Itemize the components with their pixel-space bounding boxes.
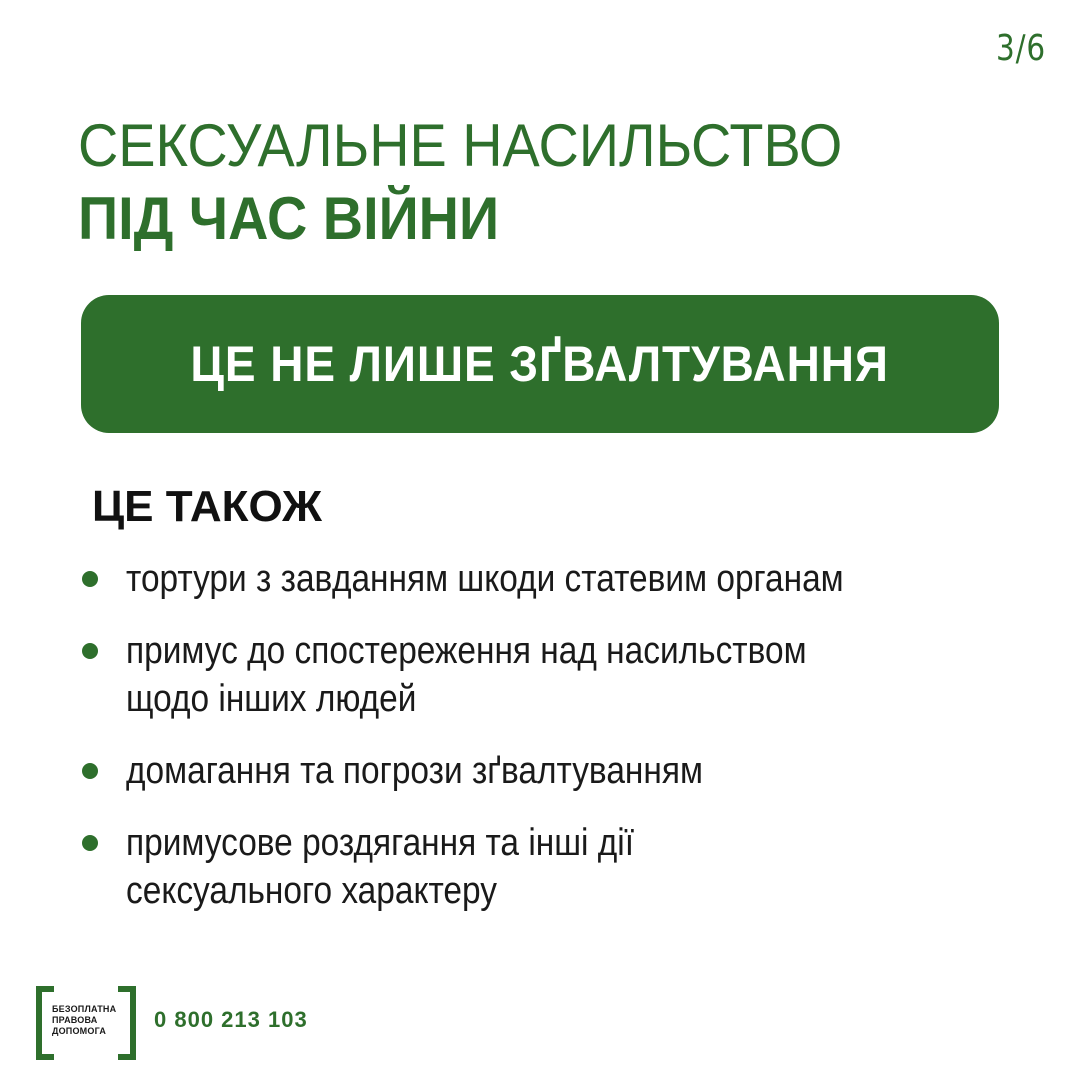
title-block xyxy=(78,110,1040,256)
logo-bracket-right-icon xyxy=(118,986,136,1060)
page-counter: 3/6 xyxy=(996,28,1046,69)
subheading: ЦЕ ТАКОЖ xyxy=(92,482,322,531)
footer xyxy=(36,985,308,1055)
bullet-dot-icon xyxy=(82,643,98,659)
list-item xyxy=(80,555,1040,603)
highlight-banner xyxy=(81,295,999,433)
list-item-text: примусове роздягання та інші дії сексуального характеру xyxy=(126,822,635,912)
hotline-phone-number: 0 800 213 103 xyxy=(154,1007,308,1032)
logo-text-line-2: ПРАВОВА xyxy=(52,1015,98,1025)
title-line-2: ПІД ЧАС ВІЙНИ xyxy=(78,185,500,252)
list-item xyxy=(80,819,1040,915)
bullet-list xyxy=(80,555,1040,939)
logo-text-line-3: ДОПОМОГА xyxy=(52,1026,107,1036)
logo-text-line-1: БЕЗОПЛАТНА xyxy=(52,1004,117,1014)
list-item xyxy=(80,747,1040,795)
bullet-dot-icon xyxy=(82,763,98,779)
bullet-dot-icon xyxy=(82,835,98,851)
logo-text xyxy=(52,1004,116,1037)
banner-text: ЦЕ НЕ ЛИШЕ ЗҐВАЛТУВАННЯ xyxy=(190,336,890,392)
list-item-text: тортури з завданням шкоди статевим органам xyxy=(126,558,844,600)
list-item-text: домагання та погрози зґвалтуванням xyxy=(126,750,703,792)
bullet-dot-icon xyxy=(82,571,98,587)
list-item xyxy=(80,627,1040,723)
list-item-text: примус до спостереження над насильством щодо інших людей xyxy=(126,630,807,720)
free-legal-aid-logo xyxy=(36,986,136,1054)
title-line-1: СЕКСУАЛЬНЕ НАСИЛЬСТВО xyxy=(78,112,843,179)
